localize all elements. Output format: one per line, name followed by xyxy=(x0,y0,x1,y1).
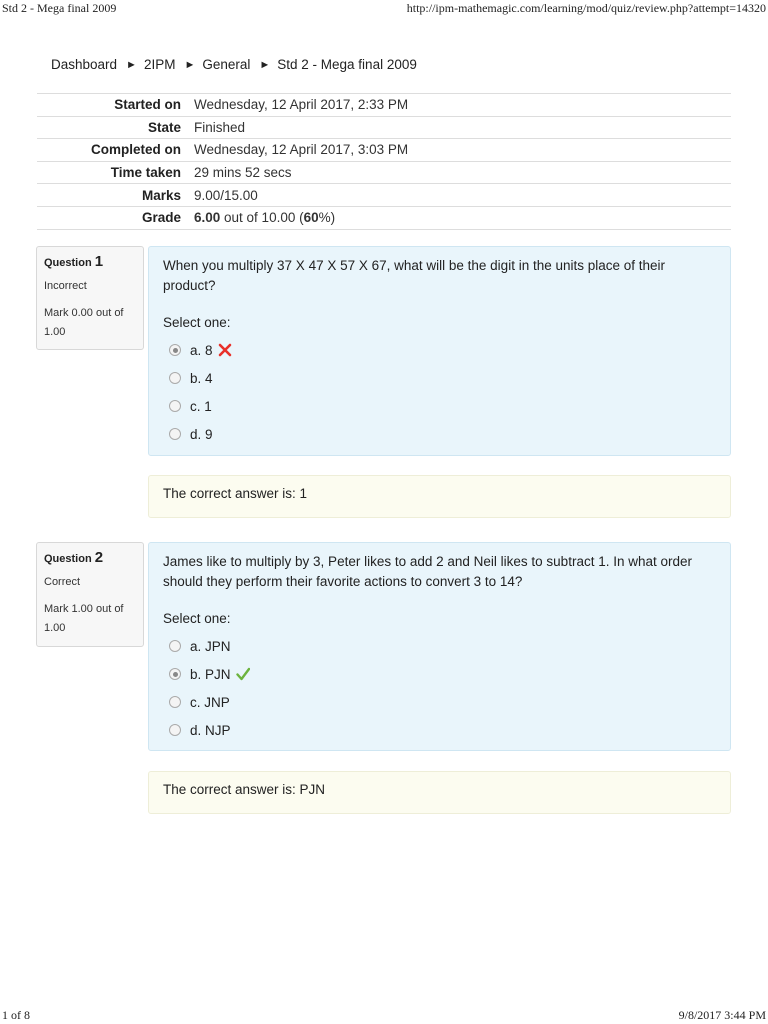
grade-percent-tail: %) xyxy=(318,210,336,226)
breadcrumb-separator-icon: ► xyxy=(259,58,271,71)
option-label: a. 8 xyxy=(190,342,213,358)
question-info-2 xyxy=(36,542,144,647)
print-page-number: 1 of 8 xyxy=(2,1008,30,1022)
summary-label: Completed on xyxy=(37,139,188,162)
check-icon xyxy=(236,667,250,681)
answer-option-c[interactable] xyxy=(169,688,716,716)
select-one-prompt: Select one: xyxy=(163,611,231,626)
question-state: Correct xyxy=(44,576,81,588)
answer-option-b[interactable] xyxy=(169,364,716,392)
summary-value: Wednesday, 12 April 2017, 2:33 PM xyxy=(188,94,731,117)
question-text: When you multiply 37 X 47 X 57 X 67, what will be the digit in the units place of their product? xyxy=(163,258,666,293)
radio-button[interactable] xyxy=(169,428,181,440)
grade-score: 6.00 xyxy=(194,210,221,226)
grade-percent: 60 xyxy=(303,210,319,226)
radio-button[interactable] xyxy=(169,400,181,412)
breadcrumb-2ipm[interactable]: 2IPM xyxy=(143,57,176,72)
print-datetime: 9/8/2017 3:44 PM xyxy=(678,1008,766,1022)
breadcrumb-separator-icon: ► xyxy=(184,58,196,71)
breadcrumb-quiz[interactable]: Std 2 - Mega final 2009 xyxy=(277,57,417,72)
correct-answer-feedback-1: The correct answer is: 1 xyxy=(148,475,731,518)
summary-label: Time taken xyxy=(37,161,188,184)
answer-option-d[interactable] xyxy=(169,420,716,448)
radio-button[interactable] xyxy=(169,640,181,652)
summary-label: Marks xyxy=(37,184,188,207)
print-header xyxy=(0,0,768,18)
summary-label: Grade xyxy=(37,206,188,229)
answer-option-b[interactable] xyxy=(169,660,716,688)
option-label: d. NJP xyxy=(190,722,231,738)
question-number: 2 xyxy=(94,549,104,566)
radio-button[interactable] xyxy=(169,372,181,384)
answer-options xyxy=(169,336,716,448)
summary-value: 29 mins 52 secs xyxy=(188,161,731,184)
summary-row-completed xyxy=(37,139,731,162)
option-label: a. JPN xyxy=(190,638,231,654)
summary-row-state xyxy=(37,116,731,139)
answer-option-a[interactable] xyxy=(169,336,716,364)
print-page-url: http://ipm-mathemagic.com/learning/mod/quiz/review.php?attempt=14320 xyxy=(406,1,766,15)
radio-button-selected[interactable] xyxy=(169,344,181,356)
summary-label: State xyxy=(37,116,188,139)
summary-value: 9.00/15.00 xyxy=(188,184,731,207)
question-label: Question xyxy=(44,553,92,565)
radio-button[interactable] xyxy=(169,696,181,708)
question-mark: Mark 1.00 out of 1.00 xyxy=(44,603,124,634)
summary-row-started xyxy=(37,94,731,117)
summary-label: Started on xyxy=(37,94,188,117)
print-page-title: Std 2 - Mega final 2009 xyxy=(2,1,117,15)
summary-value xyxy=(188,206,731,229)
print-footer xyxy=(0,1006,768,1024)
question-state: Incorrect xyxy=(44,280,87,292)
question-label: Question xyxy=(44,257,92,269)
answer-options xyxy=(169,632,716,744)
breadcrumb-general[interactable]: General xyxy=(202,57,251,72)
question-info-1 xyxy=(36,246,144,350)
answer-option-d[interactable] xyxy=(169,716,716,744)
answer-option-a[interactable] xyxy=(169,632,716,660)
option-label: c. JNP xyxy=(190,694,230,710)
summary-row-marks xyxy=(37,184,731,207)
select-one-prompt: Select one: xyxy=(163,315,231,330)
question-content-1 xyxy=(148,246,731,456)
breadcrumb xyxy=(51,57,417,72)
question-number: 1 xyxy=(94,253,104,270)
breadcrumb-dashboard[interactable]: Dashboard xyxy=(51,57,118,72)
option-label: b. 4 xyxy=(190,370,213,386)
question-mark: Mark 0.00 out of 1.00 xyxy=(44,307,124,338)
summary-row-time xyxy=(37,161,731,184)
question-content-2 xyxy=(148,542,731,751)
radio-button-selected[interactable] xyxy=(169,668,181,680)
option-label: b. PJN xyxy=(190,666,231,682)
summary-value: Finished xyxy=(188,116,731,139)
cross-icon xyxy=(218,343,232,357)
option-label: d. 9 xyxy=(190,426,213,442)
answer-option-c[interactable] xyxy=(169,392,716,420)
summary-row-grade xyxy=(37,206,731,229)
grade-out-of: out of 10.00 ( xyxy=(220,210,304,226)
option-label: c. 1 xyxy=(190,398,212,414)
breadcrumb-separator-icon: ► xyxy=(126,58,137,71)
radio-button[interactable] xyxy=(169,724,181,736)
summary-value: Wednesday, 12 April 2017, 3:03 PM xyxy=(188,139,731,162)
question-text: James like to multiply by 3, Peter likes to add 2 and Neil likes to subtract 1. In what order should they perform their favorite actions to convert 3 to 14? xyxy=(163,554,692,589)
attempt-summary-table xyxy=(37,93,731,230)
correct-answer-feedback-2: The correct answer is: PJN xyxy=(148,771,731,814)
